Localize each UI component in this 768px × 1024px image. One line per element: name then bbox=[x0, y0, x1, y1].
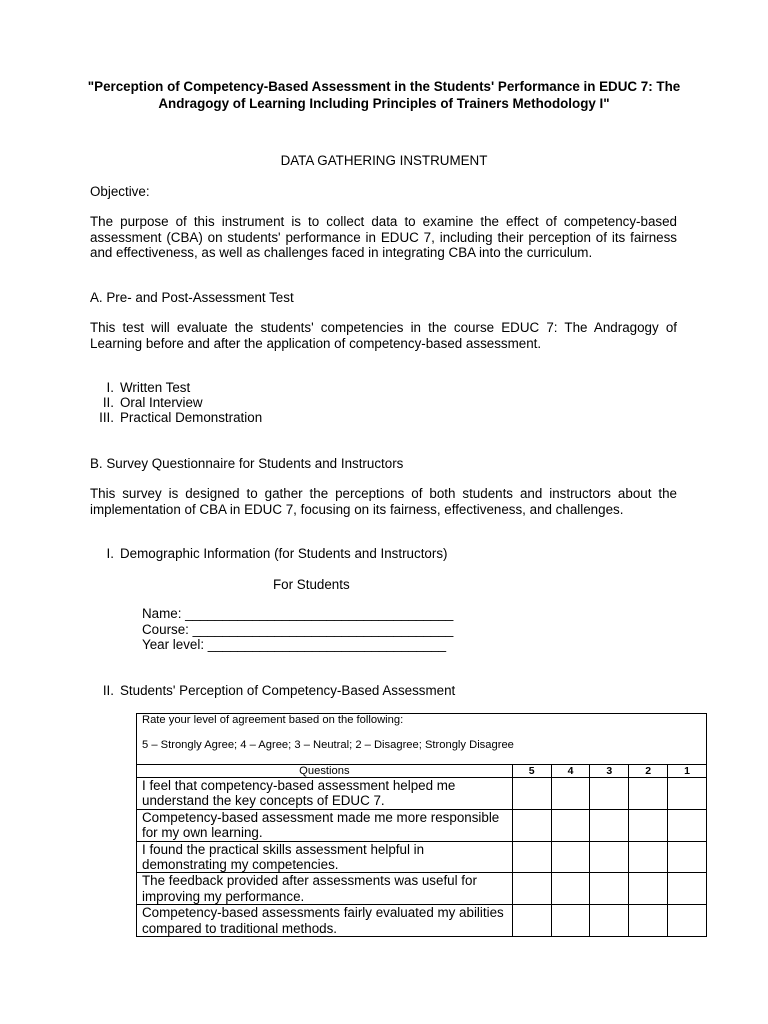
list-item-number: I. bbox=[106, 380, 114, 395]
rating-cell-2[interactable] bbox=[629, 841, 668, 873]
rating-cell-5[interactable] bbox=[512, 809, 551, 841]
list-item bbox=[92, 380, 190, 395]
section-a-heading: A. Pre- and Post-Assessment Test bbox=[90, 290, 294, 305]
table-header-row bbox=[137, 765, 707, 778]
document-title: "Perception of Competency-Based Assessment in the Students' Performance in EDUC 7: The Andragogy of Learning Including Principles of Trainers Methodology I" bbox=[87, 79, 681, 111]
section-a-paragraph: This test will evaluate the students' competencies in the course EDUC 7: The Andragogy of Learning before and after the application of competency-based assessment. bbox=[90, 320, 677, 351]
rating-cell-3[interactable] bbox=[590, 778, 629, 810]
list-item-number: III. bbox=[99, 410, 114, 425]
rating-3-header: 3 bbox=[590, 765, 629, 778]
list-item-label: Practical Demonstration bbox=[120, 410, 263, 425]
question-cell: Competency-based assessments fairly evaluated my abilities compared to traditional methods. bbox=[137, 905, 513, 937]
rating-cell-5[interactable] bbox=[512, 841, 551, 873]
rating-instructions bbox=[137, 714, 707, 765]
rating-cell-1[interactable] bbox=[668, 841, 707, 873]
rating-4-header: 4 bbox=[551, 765, 590, 778]
section-b-paragraph: This survey is designed to gather the perceptions of both students and instructors about the implementation of CBA in EDUC 7, focusing on its fairness, effectiveness, and challenges. bbox=[90, 486, 677, 517]
part-number: I. bbox=[106, 546, 114, 561]
rating-cell-1[interactable] bbox=[668, 809, 707, 841]
rating-5-header: 5 bbox=[512, 765, 551, 778]
part-number: II. bbox=[102, 683, 114, 698]
part-two-heading bbox=[92, 683, 455, 698]
question-cell: I found the practical skills assessment helpful in demonstrating my competencies. bbox=[137, 841, 513, 873]
table-row bbox=[137, 778, 707, 810]
course-field[interactable]: Course: ___________________________________ bbox=[142, 622, 454, 637]
rating-cell-3[interactable] bbox=[590, 873, 629, 905]
question-cell: Competency-based assessment made me more responsible for my own learning. bbox=[137, 809, 513, 841]
table-row bbox=[137, 873, 707, 905]
rating-1-header: 1 bbox=[668, 765, 707, 778]
rating-cell-1[interactable] bbox=[668, 905, 707, 937]
instruction-text: Rate your level of agreement based on the following: bbox=[142, 714, 404, 726]
objective-paragraph: The purpose of this instrument is to collect data to examine the effect of competency-based assessment (CBA) on students' performance in EDUC 7, including their perception of its fairness and effectiveness, as well as challenges faced in integrating CBA into the curriculum. bbox=[90, 214, 677, 260]
rating-cell-4[interactable] bbox=[551, 905, 590, 937]
rating-cell-3[interactable] bbox=[590, 809, 629, 841]
part-label: Students' Perception of Competency-Based Assessment bbox=[120, 683, 456, 698]
question-cell: I feel that competency-based assessment helped me understand the key concepts of EDUC 7. bbox=[137, 778, 513, 810]
list-item-label: Oral Interview bbox=[120, 395, 203, 410]
rating-cell-1[interactable] bbox=[668, 873, 707, 905]
question-cell: The feedback provided after assessments was useful for improving my performance. bbox=[137, 873, 513, 905]
list-item bbox=[92, 410, 262, 425]
rating-cell-2[interactable] bbox=[629, 873, 668, 905]
rating-cell-2[interactable] bbox=[629, 778, 668, 810]
rating-cell-1[interactable] bbox=[668, 778, 707, 810]
rating-cell-4[interactable] bbox=[551, 778, 590, 810]
table-row bbox=[137, 809, 707, 841]
part-one-heading bbox=[92, 546, 447, 561]
table-row bbox=[137, 905, 707, 937]
rating-cell-4[interactable] bbox=[551, 809, 590, 841]
rating-cell-5[interactable] bbox=[512, 778, 551, 810]
rating-cell-5[interactable] bbox=[512, 873, 551, 905]
list-item bbox=[92, 395, 203, 410]
rating-cell-4[interactable] bbox=[551, 873, 590, 905]
rating-scale-text: 5 – Strongly Agree; 4 – Agree; 3 – Neutral; 2 – Disagree; Strongly Disagree bbox=[142, 739, 514, 751]
rating-cell-3[interactable] bbox=[590, 905, 629, 937]
survey-table bbox=[136, 713, 707, 937]
rating-cell-3[interactable] bbox=[590, 841, 629, 873]
questions-column-header: Questions bbox=[137, 765, 513, 778]
for-students-label: For Students bbox=[273, 577, 350, 592]
objective-label: Objective: bbox=[90, 184, 150, 199]
part-label: Demographic Information (for Students and Instructors) bbox=[120, 546, 448, 561]
list-item-number: II. bbox=[102, 395, 114, 410]
list-item-label: Written Test bbox=[120, 380, 191, 395]
section-b-heading: B. Survey Questionnaire for Students and Instructors bbox=[90, 456, 404, 471]
rating-2-header: 2 bbox=[629, 765, 668, 778]
rating-cell-2[interactable] bbox=[629, 905, 668, 937]
table-row bbox=[137, 841, 707, 873]
rating-cell-4[interactable] bbox=[551, 841, 590, 873]
year-level-field[interactable]: Year level: ________________________________ bbox=[142, 637, 447, 652]
rating-cell-2[interactable] bbox=[629, 809, 668, 841]
rating-cell-5[interactable] bbox=[512, 905, 551, 937]
instrument-heading: DATA GATHERING INSTRUMENT bbox=[280, 153, 488, 168]
name-field[interactable]: Name: ____________________________________ bbox=[142, 606, 454, 621]
